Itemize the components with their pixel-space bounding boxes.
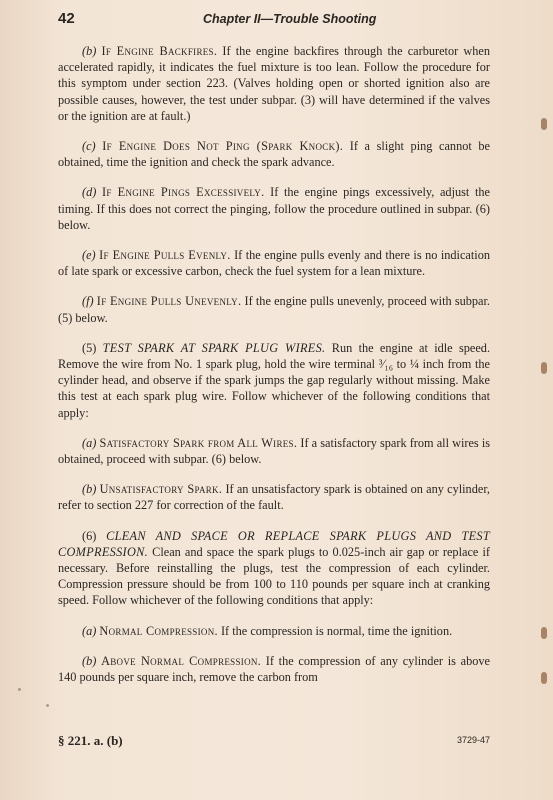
paragraph-mark: (b) xyxy=(82,44,97,58)
paragraph-heading: Satisfactory Spark from All Wires. xyxy=(99,435,298,450)
paragraph-heading: If Engine Pulls Evenly. xyxy=(99,248,231,263)
paragraph-mark: (e) xyxy=(82,248,96,263)
paper-speck xyxy=(18,688,21,691)
paper-speck xyxy=(46,704,49,707)
paragraph-b-unsatisfactory-spark xyxy=(58,481,490,513)
paragraph-mark: (b) xyxy=(82,482,97,497)
paragraph-a-normal-compression xyxy=(58,623,490,639)
paragraph-text: If a satisfactory spark from all wires is obtained, proceed with subpar. (6) below. xyxy=(58,435,491,467)
paragraph-heading: Normal Compression. xyxy=(99,623,218,638)
paragraph-d-pings xyxy=(58,184,490,233)
binding-clip-mark xyxy=(541,672,547,684)
paragraph-text: If the compression is normal, time the ignition. xyxy=(220,623,453,638)
page-header xyxy=(58,10,498,32)
paragraph-mark: (5) xyxy=(82,340,97,355)
paragraph-mark: (a) xyxy=(82,623,97,638)
paragraph-heading: Above Normal Compression. xyxy=(101,653,262,668)
paragraph-text: If the engine pings excessively, adjust the timing. If this does not correct the pinging, follow the procedure outlined in subpar. (6) below. xyxy=(58,185,491,232)
paragraph-heading: Unsatisfactory Spark. xyxy=(99,482,223,497)
paragraph-mark: (6) xyxy=(82,528,97,543)
paragraph-mark: (c) xyxy=(82,139,96,154)
paragraph-heading: TEST SPARK AT SPARK PLUG WIRES. xyxy=(102,340,326,355)
print-code: 3729-47 xyxy=(456,735,490,745)
paragraph-a-satisfactory-spark xyxy=(58,435,490,467)
paragraph-heading: If Engine Backfires. xyxy=(101,44,218,58)
paragraph-text: If a slight ping cannot be obtained, time the ignition and check the spark advance. xyxy=(58,139,491,170)
paragraph-heading: CLEAN AND SPACE OR REPLACE SPARK PLUGS AND TEST COMPRESSION. xyxy=(58,528,491,559)
binding-clip-mark xyxy=(541,118,547,130)
paragraph-e-pulls-evenly xyxy=(58,247,490,279)
paragraph-heading: If Engine Does Not Ping (Spark Knock). xyxy=(102,139,344,154)
paragraph-6-clean-spark-plugs xyxy=(58,528,490,609)
paragraph-text: If the engine backfires through the carburetor when accelerated rapidly, it indicates the fuel mixture is too lean. Follow the procedure for this symptom under section 223. (Valves holding open or shorted ignition also are possible causes, however, the test under subpar. (3) will have determined if the valves or the ignition are at fault.) xyxy=(58,44,491,123)
page-footer xyxy=(58,733,490,751)
paragraph-text: If an unsatisfactory spark is obtained on any cylinder, refer to section 227 for correction of the fault. xyxy=(58,482,490,513)
section-reference: § 221. a. (b) xyxy=(58,733,123,748)
paragraph-5-test-spark xyxy=(58,340,490,421)
paragraph-f-pulls-unevenly xyxy=(58,293,490,325)
paragraph-text: If the compression of any cylinder is above 140 pounds per square inch, remove the carbon from xyxy=(58,653,490,685)
paragraph-heading: If Engine Pulls Unevenly. xyxy=(96,294,242,309)
paragraph-b-backfires xyxy=(58,43,490,124)
paragraph-mark: (a) xyxy=(82,435,97,450)
paragraph-c-no-ping xyxy=(58,138,490,170)
paragraph-text: If the engine pulls unevenly, proceed with subpar. (5) below. xyxy=(58,294,490,325)
paragraph-text: Clean and space the spark plugs to 0.025-inch air gap or replace if necessary. Before reinstalling the plugs, test the compression of each cylinder. Compression pressure should be from 100 to 110 pounds per square inch at cranking speed. Follow whichever of the following conditions that apply: xyxy=(58,544,490,608)
running-head: Chapter II—Trouble Shooting xyxy=(203,12,377,26)
paragraph-heading: If Engine Pings Excessively. xyxy=(102,185,265,200)
paragraph-text: If the engine pulls evenly and there is no indication of late spark or excessive carbon, check the fuel system for a lean mixture. xyxy=(58,248,491,279)
page-number: 42 xyxy=(58,10,75,27)
binding-clip-mark xyxy=(541,362,547,374)
binding-clip-mark xyxy=(541,627,547,639)
paragraph-mark: (b) xyxy=(82,653,97,668)
page-body xyxy=(58,43,490,697)
paragraph-b-above-normal-compression xyxy=(58,653,490,685)
paragraph-mark: (d) xyxy=(82,185,97,200)
paragraph-text: Run the engine at idle speed. Remove the wire from No. 1 spark plug, hold the wire terminal ³⁄₁₆ to ¼ inch from the cylinder head, and observe if the spark jumps the gap regularly without missing. Make this test at each spark plug wire. Follow whichever of the following conditions that apply: xyxy=(58,340,491,420)
paragraph-mark: (f) xyxy=(82,294,94,309)
